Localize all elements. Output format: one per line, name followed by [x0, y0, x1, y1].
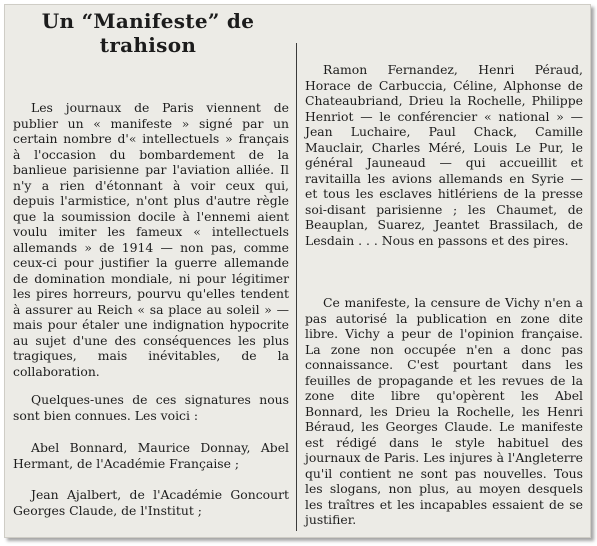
- column-divider: [296, 43, 297, 531]
- paragraph-signatories-list: Ramon Fernandez, Henri Péraud, Horace de Carbuccia, Céline, Alphonse de Chateaubriand, Drieu la Rochelle, Philippe Henriot — le conférencier « national » — Jean Luchaire, Paul Chack, Camille Mauclair, Charles Méré, Louis Le Pur, le général Jauneaud — qui accueillit et ravitailla les avions allemands en Syrie — et tous les esclaves hitlériens de la presse soi-disant parisienne ; les Chaumet, de Beauplan, Suarez, Jeantet Brassilach, de Lesdain . . . Nous en passons et des pires.: [305, 62, 583, 248]
- article-title: Un “Manifeste” de trahison: [41, 9, 255, 57]
- paragraph-signatures-intro: Quelques-unes de ces signatures nous sont bien connues. Les voici :: [13, 392, 289, 423]
- paragraph-academie-francaise: Abel Bonnard, Maurice Donnay, Abel Hermant, de l'Académie Française ;: [13, 440, 289, 471]
- paragraph-vichy-censorship: Ce manifeste, la censure de Vichy n'en a pas autorisé la publication en zone dite libre. Vichy a peur de l'opinion française. La zone non occupée n'en a donc pas connaissance. C'est pourtant dans les feuilles de propagande et les revues de la zone dite libre qu'opèrent les Abel Bonnard, les Drieu la Rochelle, les Henri Béraud, les Georges Claude. Le manifeste est rédigé dans le style habituel des journaux de Paris. Les injures à l'Angleterre qu'il contient ne sont pas nouvelles. Tous les slogans, non plus, au moyen desquels les traîtres et les incapables essaient de se justifier.: [305, 295, 583, 527]
- newspaper-clipping: [4, 4, 591, 538]
- paragraph-intro: Les journaux de Paris viennent de publier un « manifeste » signé par un certain nombre d'« intellectuels » français à l'occasion du bombardement de la banlieue parisienne par l'aviation alliée. Il n'y a rien d'étonnant à voir ceux qui, depuis l'armistice, n'ont plus d'autre règle que la soumission docile à l'ennemi aient voulu imiter les fameux « intellectuels allemands » de 1914 — non pas, comme ceux-ci pour justifier la guerre allemande de domination mondiale, ni pour légitimer les pires horreurs, pourvu qu'elles tendent à assurer au Reich « sa place au soleil » — mais pour étaler une indignation hypocrite au sujet d'une des conséquences les plus tragiques, mais inévitables, de la collaboration.: [13, 100, 289, 379]
- paragraph-goncourt-institut: Jean Ajalbert, de l'Académie Goncourt Georges Claude, de l'Institut ;: [13, 487, 289, 518]
